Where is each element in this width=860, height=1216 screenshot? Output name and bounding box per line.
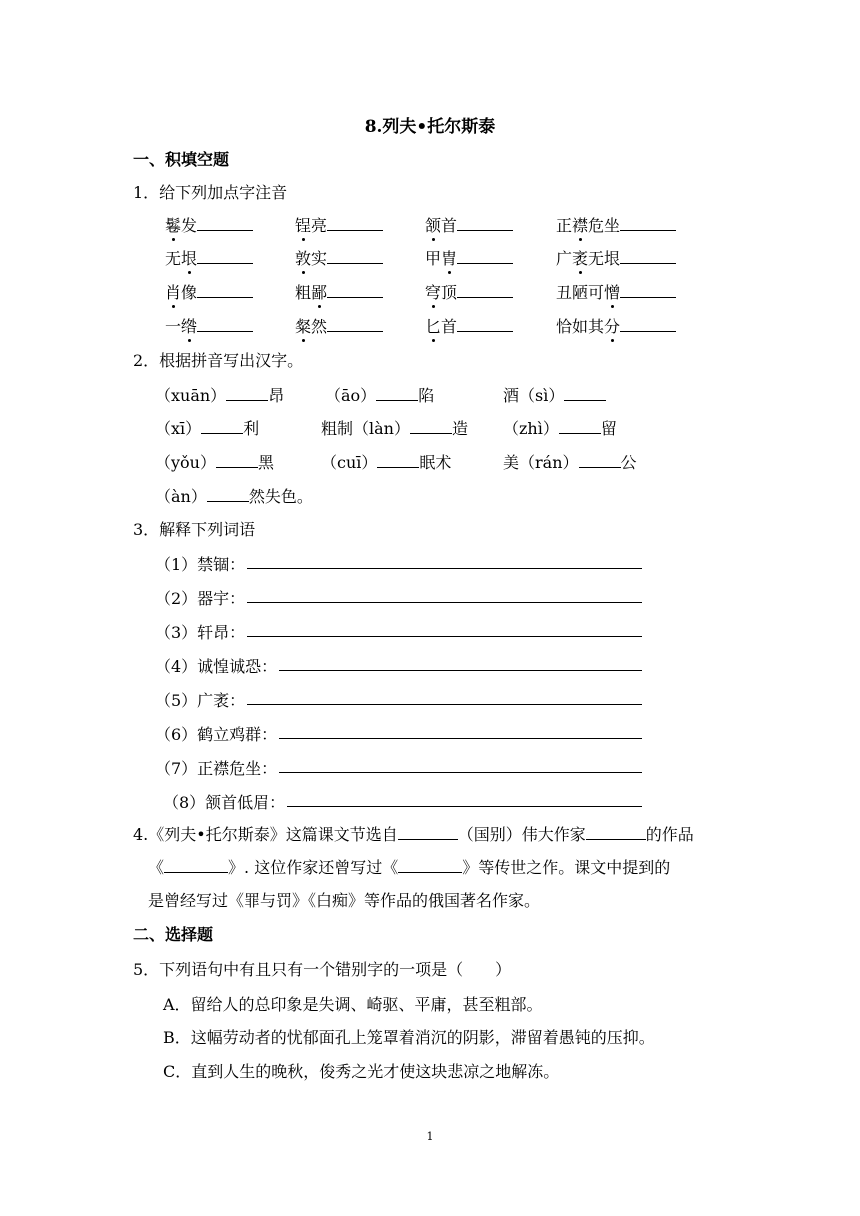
answer-blank[interactable] bbox=[226, 384, 268, 401]
answer-blank[interactable] bbox=[620, 214, 676, 231]
pinyin-item bbox=[425, 246, 513, 269]
pinyin-item bbox=[165, 246, 253, 269]
pinyin-item bbox=[165, 280, 253, 303]
pinyin-lan bbox=[321, 416, 468, 439]
word-part: 一 bbox=[165, 317, 182, 336]
word-part: 粗 bbox=[295, 283, 312, 302]
pinyin-item bbox=[556, 213, 676, 236]
word-part: 然失色。 bbox=[248, 487, 313, 506]
question-4-line-2 bbox=[148, 855, 670, 878]
answer-blank[interactable] bbox=[377, 451, 419, 468]
word-part: 发 bbox=[181, 216, 198, 235]
pinyin-text: （āo） bbox=[325, 386, 377, 405]
word-part: 实 bbox=[311, 249, 328, 268]
pinyin-you bbox=[155, 450, 274, 473]
dotted-character: 襟 bbox=[572, 213, 588, 236]
q4-text: 的作品 bbox=[645, 825, 694, 844]
question-1-label: 1．给下列加点字注音 bbox=[133, 183, 288, 202]
pinyin-ao bbox=[325, 383, 434, 406]
pinyin-item bbox=[425, 280, 513, 303]
word-part: 利 bbox=[243, 419, 260, 438]
pinyin-item bbox=[295, 280, 383, 303]
word-part: 昂 bbox=[268, 386, 285, 405]
answer-line[interactable] bbox=[287, 806, 642, 807]
answer-blank[interactable] bbox=[564, 384, 606, 401]
q4-text: 》等传世之作。课文中提到的 bbox=[462, 858, 671, 877]
word-part: 无垠 bbox=[588, 249, 621, 268]
word-part: 无 bbox=[165, 249, 182, 268]
question-3-label: 3．解释下列词语 bbox=[133, 520, 256, 539]
pinyin-text: 粗制（làn） bbox=[321, 419, 410, 438]
pinyin-text: （xī） bbox=[155, 419, 202, 438]
section-heading-2: 二、选择题 bbox=[133, 925, 214, 944]
pinyin-item bbox=[425, 213, 513, 236]
term-label: （3）轩昂： bbox=[155, 623, 246, 642]
page-title: 8.列夫•托尔斯泰 bbox=[364, 117, 496, 137]
pinyin-row-1 bbox=[155, 383, 284, 406]
question-2-label: 2．根据拼音写出汉字。 bbox=[133, 351, 304, 370]
answer-blank[interactable] bbox=[207, 485, 249, 502]
word-part: 顶 bbox=[441, 283, 458, 302]
answer-line[interactable] bbox=[247, 636, 642, 637]
option-b[interactable]: B．这幅劳动者的忧郁面孔上笼罩着消沉的阴影，滞留着愚钝的压抑。 bbox=[163, 1028, 655, 1047]
answer-line[interactable] bbox=[279, 772, 642, 773]
word-part: 像 bbox=[181, 283, 198, 302]
word-part: 正 bbox=[556, 216, 573, 235]
word-part: 造 bbox=[451, 419, 468, 438]
pinyin-text: （cuī） bbox=[321, 453, 378, 472]
answer-blank[interactable] bbox=[457, 247, 513, 264]
q4-text: （国别）伟大作家 bbox=[457, 825, 586, 844]
term-label: （8）颔首低眉： bbox=[163, 793, 286, 812]
page-number: 1 bbox=[426, 1130, 434, 1143]
answer-line[interactable] bbox=[247, 704, 642, 705]
term-label: （5）广袤： bbox=[155, 691, 246, 710]
pinyin-text: 酒（sì） bbox=[503, 386, 565, 405]
q4-text: 》. 这位作家还曾写过《 bbox=[228, 858, 399, 877]
term-label: （7）正襟危坐： bbox=[155, 759, 278, 778]
option-c[interactable]: C．直到人生的晚秋，俊秀之光才使这块悲凉之地解冻。 bbox=[163, 1062, 560, 1081]
pinyin-item bbox=[556, 280, 676, 303]
answer-blank[interactable] bbox=[398, 823, 458, 840]
answer-blank[interactable] bbox=[197, 315, 253, 332]
answer-blank[interactable] bbox=[216, 451, 258, 468]
pinyin-item bbox=[295, 246, 383, 269]
answer-blank[interactable] bbox=[197, 281, 253, 298]
dotted-character: 穹 bbox=[425, 280, 441, 303]
term-label: （4）诚惶诚恐： bbox=[155, 657, 278, 676]
word-part: 然 bbox=[311, 317, 328, 336]
dotted-character: 肖 bbox=[165, 280, 181, 303]
question-4-line-1 bbox=[133, 822, 694, 845]
word-part: 眠术 bbox=[419, 453, 452, 472]
answer-blank[interactable] bbox=[620, 315, 676, 332]
pinyin-xuan: （xuān） bbox=[155, 386, 227, 405]
pinyin-text: 美（rán） bbox=[503, 453, 579, 472]
dotted-character: 鄙 bbox=[311, 280, 327, 303]
answer-blank[interactable] bbox=[376, 384, 418, 401]
pinyin-zhi bbox=[503, 416, 617, 439]
pinyin-text: （yǒu） bbox=[155, 453, 216, 472]
answer-blank[interactable] bbox=[620, 281, 676, 298]
word-part: 留 bbox=[600, 419, 617, 438]
answer-blank[interactable] bbox=[327, 315, 383, 332]
answer-blank[interactable] bbox=[164, 856, 228, 873]
word-part: 陷 bbox=[418, 386, 435, 405]
pinyin-item bbox=[295, 314, 383, 337]
answer-line[interactable] bbox=[247, 568, 642, 569]
word-part: 公 bbox=[620, 453, 637, 472]
answer-blank[interactable] bbox=[201, 417, 243, 434]
pinyin-xi bbox=[155, 416, 259, 439]
word-part: 亮 bbox=[311, 216, 328, 235]
dotted-character: 匕 bbox=[425, 314, 441, 337]
answer-line[interactable] bbox=[279, 738, 642, 739]
pinyin-item bbox=[556, 246, 676, 269]
pinyin-item bbox=[556, 314, 676, 337]
dotted-character: 袤 bbox=[572, 246, 588, 269]
pinyin-si bbox=[503, 383, 606, 406]
dotted-character: 鬈 bbox=[165, 213, 181, 236]
dotted-character: 分 bbox=[604, 314, 620, 337]
pinyin-cui bbox=[321, 450, 451, 473]
pinyin-ran bbox=[503, 450, 637, 473]
dotted-character: 粲 bbox=[295, 314, 311, 337]
answer-blank[interactable] bbox=[398, 856, 462, 873]
answer-blank[interactable] bbox=[410, 417, 452, 434]
answer-blank[interactable] bbox=[457, 214, 513, 231]
answer-blank[interactable] bbox=[457, 281, 513, 298]
answer-blank[interactable] bbox=[327, 247, 383, 264]
pinyin-an bbox=[155, 484, 313, 507]
word-part: 首 bbox=[441, 216, 458, 235]
word-part: 首 bbox=[441, 317, 458, 336]
answer-line[interactable] bbox=[247, 602, 642, 603]
option-a[interactable]: A．留给人的总印象是失调、崎驱、平庸，甚至粗部。 bbox=[163, 995, 543, 1014]
question-4-line-3: 是曾经写过《罪与罚》《白痴》等作品的俄国著名作家。 bbox=[148, 891, 541, 910]
dotted-character: 颔 bbox=[425, 213, 441, 236]
dotted-character: 憎 bbox=[604, 280, 620, 303]
section-heading-1: 一、积填空题 bbox=[133, 150, 230, 169]
dotted-character: 敦 bbox=[295, 246, 311, 269]
dotted-character: 胄 bbox=[441, 246, 457, 269]
word-part: 广 bbox=[556, 249, 573, 268]
answer-blank[interactable] bbox=[457, 315, 513, 332]
question-5-label: 5．下列语句中有且只有一个错别字的一项是（ ） bbox=[133, 960, 512, 979]
pinyin-text: （àn） bbox=[155, 487, 207, 506]
word-part: 甲 bbox=[425, 249, 442, 268]
answer-blank[interactable] bbox=[620, 247, 676, 264]
pinyin-item bbox=[295, 213, 383, 236]
answer-blank[interactable] bbox=[327, 214, 383, 231]
term-label: （6）鹤立鸡群： bbox=[155, 725, 278, 744]
word-part: 黑 bbox=[257, 453, 274, 472]
answer-blank[interactable] bbox=[559, 417, 601, 434]
q4-text: 《 bbox=[148, 858, 165, 877]
answer-blank[interactable] bbox=[197, 214, 253, 231]
dotted-character: 绺 bbox=[181, 314, 197, 337]
word-part: 丑陋可 bbox=[556, 283, 605, 302]
answer-blank[interactable] bbox=[586, 823, 646, 840]
pinyin-item bbox=[165, 314, 253, 337]
pinyin-item bbox=[425, 314, 513, 337]
answer-line[interactable] bbox=[279, 670, 642, 671]
answer-blank[interactable] bbox=[579, 451, 621, 468]
term-label: （2）器宇： bbox=[155, 589, 246, 608]
word-part: 危坐 bbox=[588, 216, 621, 235]
pinyin-item bbox=[165, 213, 253, 236]
term-label: （1）禁锢： bbox=[155, 555, 246, 574]
dotted-character: 垠 bbox=[181, 246, 197, 269]
word-part: 恰如其 bbox=[556, 317, 605, 336]
q4-text: 4.《列夫•托尔斯泰》这篇课文节选自 bbox=[133, 825, 398, 844]
dotted-character: 锃 bbox=[295, 213, 311, 236]
answer-blank[interactable] bbox=[327, 281, 383, 298]
answer-blank[interactable] bbox=[197, 247, 253, 264]
pinyin-text: （zhì） bbox=[503, 419, 559, 438]
